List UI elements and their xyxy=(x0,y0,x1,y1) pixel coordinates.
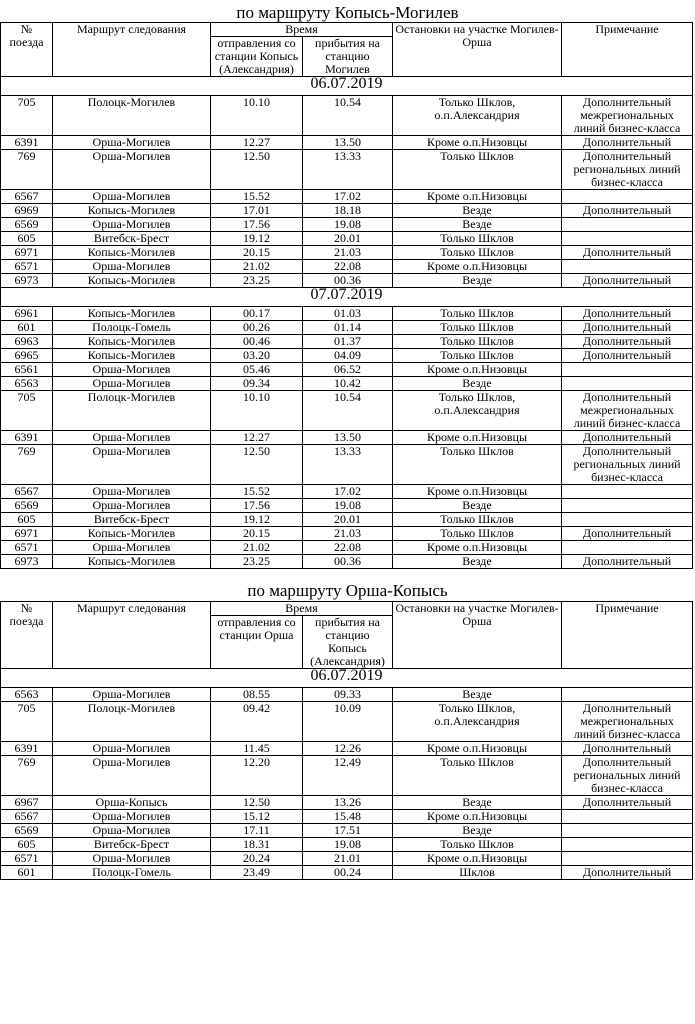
table-row xyxy=(1,349,693,363)
arrival-time-cell: 17.02 xyxy=(303,190,393,204)
stops-cell: Кроме о.п.Низовцы xyxy=(393,190,562,204)
date-row xyxy=(1,288,693,307)
departure-time-cell: 15.12 xyxy=(211,810,303,824)
section-title-orsha-kopys: по маршруту Орша-Копысь xyxy=(247,581,448,600)
train-number-cell: 769 xyxy=(1,150,53,190)
note-cell: Дополнительный xyxy=(562,136,693,150)
note-cell xyxy=(562,688,693,702)
stops-cell: Только Шклов xyxy=(393,321,562,335)
train-number-cell: 6973 xyxy=(1,274,53,288)
departure-time-cell: 19.12 xyxy=(211,513,303,527)
route-cell: Орша-Могилев xyxy=(53,377,211,391)
schedule-table-orsha-kopys xyxy=(0,601,693,880)
day-block xyxy=(1,669,693,880)
stops-cell: Везде xyxy=(393,218,562,232)
train-number-cell: 6971 xyxy=(1,246,53,260)
stops-cell: Только Шклов xyxy=(393,756,562,796)
route-cell: Копысь-Могилев xyxy=(53,349,211,363)
header-note: Примечание xyxy=(562,23,693,77)
table-row xyxy=(1,866,693,880)
departure-time-cell: 05.46 xyxy=(211,363,303,377)
departure-time-cell: 23.49 xyxy=(211,866,303,880)
note-cell xyxy=(562,260,693,274)
route-cell: Копысь-Могилев xyxy=(53,204,211,218)
train-number-cell: 605 xyxy=(1,513,53,527)
note-cell: Дополнительный xyxy=(562,742,693,756)
stops-cell: Только Шклов, о.п.Александрия xyxy=(393,702,562,742)
table-row xyxy=(1,499,693,513)
date-label: 07.07.2019 xyxy=(1,288,693,307)
route-cell: Витебск-Брест xyxy=(53,513,211,527)
note-cell xyxy=(562,363,693,377)
route-cell: Орша-Могилев xyxy=(53,260,211,274)
table-row xyxy=(1,742,693,756)
table-row xyxy=(1,852,693,866)
route-cell: Орша-Копысь xyxy=(53,796,211,810)
stops-cell: Кроме о.п.Низовцы xyxy=(393,136,562,150)
route-cell: Копысь-Могилев xyxy=(53,274,211,288)
arrival-time-cell: 19.08 xyxy=(303,838,393,852)
arrival-time-cell: 19.08 xyxy=(303,499,393,513)
header-time: Время xyxy=(211,23,393,37)
route-cell: Полоцк-Могилев xyxy=(53,391,211,431)
route-cell: Орша-Могилев xyxy=(53,742,211,756)
table-row xyxy=(1,688,693,702)
stops-cell: Только Шклов xyxy=(393,232,562,246)
day-block xyxy=(1,77,693,288)
table-row xyxy=(1,274,693,288)
arrival-time-cell: 22.08 xyxy=(303,541,393,555)
arrival-time-cell: 10.42 xyxy=(303,377,393,391)
note-cell xyxy=(562,499,693,513)
departure-time-cell: 00.46 xyxy=(211,335,303,349)
train-number-cell: 705 xyxy=(1,702,53,742)
stops-cell: Везде xyxy=(393,274,562,288)
note-cell: Дополнительный xyxy=(562,335,693,349)
stops-cell: Только Шклов, о.п.Александрия xyxy=(393,391,562,431)
note-cell: Дополнительный xyxy=(562,431,693,445)
stops-cell: Кроме о.п.Низовцы xyxy=(393,431,562,445)
train-number-cell: 6569 xyxy=(1,824,53,838)
table-row xyxy=(1,838,693,852)
train-number-cell: 601 xyxy=(1,321,53,335)
stops-cell: Кроме о.п.Низовцы xyxy=(393,541,562,555)
train-number-cell: 6571 xyxy=(1,260,53,274)
header-departure: отправления со станции Орша xyxy=(211,616,303,669)
departure-time-cell: 09.42 xyxy=(211,702,303,742)
stops-cell: Только Шклов xyxy=(393,150,562,190)
note-cell: Дополнительный региональных линий бизнес-класса xyxy=(562,150,693,190)
stops-cell: Кроме о.п.Низовцы xyxy=(393,260,562,274)
train-number-cell: 6967 xyxy=(1,796,53,810)
arrival-time-cell: 00.24 xyxy=(303,866,393,880)
table-row xyxy=(1,824,693,838)
arrival-time-cell: 01.14 xyxy=(303,321,393,335)
route-cell: Полоцк-Гомель xyxy=(53,866,211,880)
arrival-time-cell: 21.03 xyxy=(303,527,393,541)
date-row xyxy=(1,77,693,96)
departure-time-cell: 15.52 xyxy=(211,485,303,499)
arrival-time-cell: 21.01 xyxy=(303,852,393,866)
note-cell: Дополнительный xyxy=(562,527,693,541)
stops-cell: Везде xyxy=(393,796,562,810)
train-number-cell: 6569 xyxy=(1,218,53,232)
departure-time-cell: 12.27 xyxy=(211,136,303,150)
table-row xyxy=(1,321,693,335)
table-row xyxy=(1,377,693,391)
arrival-time-cell: 01.37 xyxy=(303,335,393,349)
table-row xyxy=(1,218,693,232)
route-cell: Полоцк-Могилев xyxy=(53,96,211,136)
arrival-time-cell: 00.36 xyxy=(303,555,393,569)
train-number-cell: 769 xyxy=(1,445,53,485)
table-row xyxy=(1,555,693,569)
note-cell xyxy=(562,838,693,852)
arrival-time-cell: 13.26 xyxy=(303,796,393,810)
table-row xyxy=(1,391,693,431)
arrival-time-cell: 12.49 xyxy=(303,756,393,796)
arrival-time-cell: 17.51 xyxy=(303,824,393,838)
train-number-cell: 6961 xyxy=(1,307,53,321)
route-cell: Орша-Могилев xyxy=(53,756,211,796)
stops-cell: Только Шклов xyxy=(393,527,562,541)
route-cell: Орша-Могилев xyxy=(53,136,211,150)
note-cell xyxy=(562,852,693,866)
arrival-time-cell: 06.52 xyxy=(303,363,393,377)
header-note: Примечание xyxy=(562,602,693,669)
note-cell: Дополнительный xyxy=(562,796,693,810)
route-cell: Копысь-Могилев xyxy=(53,307,211,321)
train-number-cell: 6567 xyxy=(1,810,53,824)
departure-time-cell: 18.31 xyxy=(211,838,303,852)
table-row xyxy=(1,702,693,742)
departure-time-cell: 21.02 xyxy=(211,260,303,274)
train-number-cell: 605 xyxy=(1,232,53,246)
departure-time-cell: 17.56 xyxy=(211,218,303,232)
train-number-cell: 6971 xyxy=(1,527,53,541)
train-number-cell: 6561 xyxy=(1,363,53,377)
table-row xyxy=(1,335,693,349)
train-number-cell: 6563 xyxy=(1,688,53,702)
table-row xyxy=(1,756,693,796)
departure-time-cell: 15.52 xyxy=(211,190,303,204)
table-row xyxy=(1,796,693,810)
departure-time-cell: 23.25 xyxy=(211,555,303,569)
departure-time-cell: 12.50 xyxy=(211,796,303,810)
stops-cell: Кроме о.п.Низовцы xyxy=(393,742,562,756)
route-cell: Орша-Могилев xyxy=(53,499,211,513)
train-number-cell: 605 xyxy=(1,838,53,852)
header-departure: отправления со станции Копысь (Александрия) xyxy=(211,37,303,77)
train-number-cell: 6567 xyxy=(1,190,53,204)
note-cell: Дополнительный межрегиональных линий бизнес-класса xyxy=(562,702,693,742)
table-row xyxy=(1,260,693,274)
route-cell: Орша-Могилев xyxy=(53,824,211,838)
table-row xyxy=(1,445,693,485)
departure-time-cell: 12.20 xyxy=(211,756,303,796)
arrival-time-cell: 20.01 xyxy=(303,513,393,527)
route-cell: Копысь-Могилев xyxy=(53,527,211,541)
stops-cell: Только Шклов xyxy=(393,246,562,260)
note-cell: Дополнительный xyxy=(562,555,693,569)
table-row xyxy=(1,190,693,204)
table-row xyxy=(1,307,693,321)
train-number-cell: 705 xyxy=(1,96,53,136)
departure-time-cell: 23.25 xyxy=(211,274,303,288)
note-cell xyxy=(562,485,693,499)
route-cell: Полоцк-Могилев xyxy=(53,702,211,742)
train-number-cell: 6965 xyxy=(1,349,53,363)
note-cell: Дополнительный региональных линий бизнес-класса xyxy=(562,756,693,796)
section-title-kopys-mogilev: по маршруту Копысь-Могилев xyxy=(236,3,459,22)
departure-time-cell: 11.45 xyxy=(211,742,303,756)
train-number-cell: 6567 xyxy=(1,485,53,499)
stops-cell: Везде xyxy=(393,377,562,391)
route-cell: Орша-Могилев xyxy=(53,445,211,485)
table-row xyxy=(1,485,693,499)
departure-time-cell: 20.24 xyxy=(211,852,303,866)
train-number-cell: 6563 xyxy=(1,377,53,391)
note-cell xyxy=(562,218,693,232)
note-cell: Дополнительный xyxy=(562,204,693,218)
stops-cell: Шклов xyxy=(393,866,562,880)
note-cell xyxy=(562,513,693,527)
stops-cell: Только Шклов xyxy=(393,307,562,321)
note-cell xyxy=(562,541,693,555)
arrival-time-cell: 10.09 xyxy=(303,702,393,742)
departure-time-cell: 19.12 xyxy=(211,232,303,246)
arrival-time-cell: 12.26 xyxy=(303,742,393,756)
header-route: Маршрут следования xyxy=(53,602,211,669)
arrival-time-cell: 17.02 xyxy=(303,485,393,499)
departure-time-cell: 00.26 xyxy=(211,321,303,335)
route-cell: Копысь-Могилев xyxy=(53,335,211,349)
train-number-cell: 601 xyxy=(1,866,53,880)
train-number-cell: 6569 xyxy=(1,499,53,513)
stops-cell: Кроме о.п.Низовцы xyxy=(393,810,562,824)
departure-time-cell: 08.55 xyxy=(211,688,303,702)
table-row xyxy=(1,363,693,377)
arrival-time-cell: 18.18 xyxy=(303,204,393,218)
arrival-time-cell: 20.01 xyxy=(303,232,393,246)
route-cell: Орша-Могилев xyxy=(53,688,211,702)
stops-cell: Только Шклов, о.п.Александрия xyxy=(393,96,562,136)
note-cell: Дополнительный xyxy=(562,321,693,335)
route-cell: Орша-Могилев xyxy=(53,363,211,377)
table-row xyxy=(1,232,693,246)
stops-cell: Везде xyxy=(393,204,562,218)
stops-cell: Кроме о.п.Низовцы xyxy=(393,363,562,377)
table-row xyxy=(1,96,693,136)
table-row xyxy=(1,431,693,445)
note-cell: Дополнительный xyxy=(562,274,693,288)
note-cell: Дополнительный xyxy=(562,246,693,260)
route-cell: Орша-Могилев xyxy=(53,218,211,232)
arrival-time-cell: 00.36 xyxy=(303,274,393,288)
header-stops: Остановки на участке Могилев-Орша xyxy=(393,602,562,669)
departure-time-cell: 09.34 xyxy=(211,377,303,391)
stops-cell: Только Шклов xyxy=(393,335,562,349)
departure-time-cell: 17.01 xyxy=(211,204,303,218)
header-time: Время xyxy=(211,602,393,616)
stops-cell: Только Шклов xyxy=(393,838,562,852)
route-cell: Витебск-Брест xyxy=(53,838,211,852)
route-cell: Орша-Могилев xyxy=(53,150,211,190)
train-number-cell: 769 xyxy=(1,756,53,796)
route-cell: Орша-Могилев xyxy=(53,431,211,445)
arrival-time-cell: 19.08 xyxy=(303,218,393,232)
header-stops: Остановки на участке Могилев-Орша xyxy=(393,23,562,77)
route-cell: Полоцк-Гомель xyxy=(53,321,211,335)
note-cell xyxy=(562,810,693,824)
train-number-cell: 6391 xyxy=(1,431,53,445)
route-cell: Орша-Могилев xyxy=(53,541,211,555)
note-cell xyxy=(562,824,693,838)
day-block xyxy=(1,288,693,569)
table-row xyxy=(1,204,693,218)
route-cell: Орша-Могилев xyxy=(53,485,211,499)
arrival-time-cell: 13.50 xyxy=(303,136,393,150)
stops-cell: Везде xyxy=(393,824,562,838)
departure-time-cell: 12.50 xyxy=(211,150,303,190)
arrival-time-cell: 21.03 xyxy=(303,246,393,260)
train-number-cell: 6571 xyxy=(1,852,53,866)
stops-cell: Только Шклов xyxy=(393,445,562,485)
note-cell: Дополнительный межрегиональных линий бизнес-класса xyxy=(562,391,693,431)
header-train-number: № поезда xyxy=(1,602,53,669)
date-label: 06.07.2019 xyxy=(1,669,693,688)
header-arrival: прибытия на станцию Копысь (Александрия) xyxy=(303,616,393,669)
departure-time-cell: 20.15 xyxy=(211,246,303,260)
table-row xyxy=(1,150,693,190)
stops-cell: Везде xyxy=(393,499,562,513)
stops-cell: Только Шклов xyxy=(393,513,562,527)
stops-cell: Только Шклов xyxy=(393,349,562,363)
train-number-cell: 6391 xyxy=(1,742,53,756)
arrival-time-cell: 04.09 xyxy=(303,349,393,363)
departure-time-cell: 12.27 xyxy=(211,431,303,445)
note-cell xyxy=(562,377,693,391)
route-cell: Витебск-Брест xyxy=(53,232,211,246)
train-number-cell: 6969 xyxy=(1,204,53,218)
arrival-time-cell: 13.33 xyxy=(303,445,393,485)
note-cell: Дополнительный межрегиональных линий бизнес-класса xyxy=(562,96,693,136)
departure-time-cell: 20.15 xyxy=(211,527,303,541)
arrival-time-cell: 10.54 xyxy=(303,391,393,431)
route-cell: Орша-Могилев xyxy=(53,852,211,866)
arrival-time-cell: 09.33 xyxy=(303,688,393,702)
arrival-time-cell: 13.50 xyxy=(303,431,393,445)
table-row xyxy=(1,810,693,824)
route-cell: Копысь-Могилев xyxy=(53,246,211,260)
date-label: 06.07.2019 xyxy=(1,77,693,96)
arrival-time-cell: 10.54 xyxy=(303,96,393,136)
stops-cell: Кроме о.п.Низовцы xyxy=(393,485,562,499)
schedule-table-kopys-mogilev xyxy=(0,22,693,569)
departure-time-cell: 17.56 xyxy=(211,499,303,513)
table-row xyxy=(1,136,693,150)
header-arrival: прибытия на станцию Могилев xyxy=(303,37,393,77)
header-train-number: № поезда xyxy=(1,23,53,77)
departure-time-cell: 00.17 xyxy=(211,307,303,321)
note-cell: Дополнительный xyxy=(562,349,693,363)
date-row xyxy=(1,669,693,688)
train-number-cell: 6571 xyxy=(1,541,53,555)
departure-time-cell: 10.10 xyxy=(211,96,303,136)
table-row xyxy=(1,513,693,527)
table-row xyxy=(1,541,693,555)
route-cell: Орша-Могилев xyxy=(53,190,211,204)
note-cell: Дополнительный xyxy=(562,307,693,321)
arrival-time-cell: 01.03 xyxy=(303,307,393,321)
table-row xyxy=(1,527,693,541)
departure-time-cell: 21.02 xyxy=(211,541,303,555)
stops-cell: Кроме о.п.Низовцы xyxy=(393,852,562,866)
note-cell: Дополнительный xyxy=(562,866,693,880)
route-cell: Копысь-Могилев xyxy=(53,555,211,569)
arrival-time-cell: 22.08 xyxy=(303,260,393,274)
train-number-cell: 705 xyxy=(1,391,53,431)
departure-time-cell: 17.11 xyxy=(211,824,303,838)
departure-time-cell: 10.10 xyxy=(211,391,303,431)
stops-cell: Везде xyxy=(393,688,562,702)
departure-time-cell: 03.20 xyxy=(211,349,303,363)
train-number-cell: 6391 xyxy=(1,136,53,150)
stops-cell: Везде xyxy=(393,555,562,569)
note-cell xyxy=(562,232,693,246)
train-number-cell: 6973 xyxy=(1,555,53,569)
header-route: Маршрут следования xyxy=(53,23,211,77)
route-cell: Орша-Могилев xyxy=(53,810,211,824)
note-cell xyxy=(562,190,693,204)
arrival-time-cell: 15.48 xyxy=(303,810,393,824)
table-row xyxy=(1,246,693,260)
arrival-time-cell: 13.33 xyxy=(303,150,393,190)
train-number-cell: 6963 xyxy=(1,335,53,349)
departure-time-cell: 12.50 xyxy=(211,445,303,485)
note-cell: Дополнительный региональных линий бизнес-класса xyxy=(562,445,693,485)
